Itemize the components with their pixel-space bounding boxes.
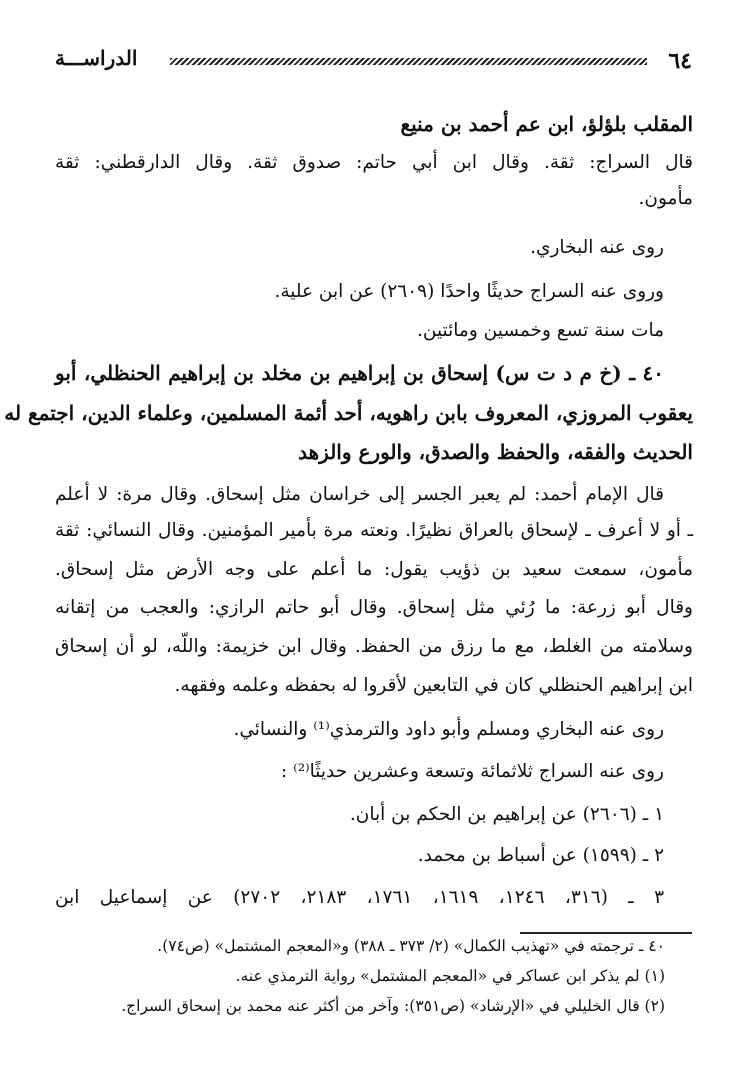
text-line: مأمون. bbox=[638, 188, 693, 209]
list-item: ٣ ـ (٣١٦، ١٢٤٦، ١٦١٩، ١٧٦١، ٢١٨٣، ٢٧٠٢) عن إسماعيل ابن bbox=[55, 887, 664, 908]
text-line: ابن إبراهيم الحنظلي كان في التابعين لأقروا له بحفظه وعلمه وفقهه. bbox=[174, 675, 693, 696]
header-rule bbox=[170, 58, 647, 65]
running-header bbox=[55, 48, 692, 78]
text-line: روى عنه البخاري. bbox=[530, 237, 664, 258]
text-line: قال الإمام أحمد: لم يعبر الجسر إلى خراسان مثل إسحاق. وقال مرة: لا أعلم bbox=[55, 484, 664, 505]
running-title: الدراســـة bbox=[55, 46, 138, 70]
text-line: وقال أبو زرعة: ما رُئي مثل إسحاق. وقال أبو حاتم الرازي: والعجب من إتقانه bbox=[55, 597, 693, 618]
text-line: المقلب بلؤلؤ، ابن عم أحمد بن منيع bbox=[400, 112, 693, 136]
page-number: ٦٤ bbox=[668, 48, 692, 74]
list-item: ٢ ـ (١٥٩٩) عن أسباط بن محمد. bbox=[417, 845, 664, 866]
footnote: ٤٠ ـ ترجمته في «تهذيب الكمال» (٢/ ٣٧٣ ـ ٣٨٨) و«المعجم المشتمل» (ص٧٤). bbox=[157, 937, 665, 955]
text-line: مات سنة تسع وخمسين ومائتين. bbox=[417, 320, 664, 341]
text-line: وسلامته من الغلط، مع ما رزق من الحفظ. وقال ابن خزيمة: واللّه، لو أن إسحاق bbox=[55, 636, 693, 657]
entry-heading-line: الحديث والفقه، والحفظ والصدق، والورع والزهد bbox=[298, 440, 693, 464]
footnote: (٢) قال الخليلي في «الإرشاد» (ص٣٥١): وآخر من أكثر عنه محمد بن إسحاق السراج. bbox=[121, 997, 665, 1015]
footnote-rule bbox=[520, 932, 692, 934]
entry-heading-line: ٤٠ ـ (خ م د ت س) إسحاق بن إبراهيم بن مخلد بن إبراهيم الحنظلي، أبو bbox=[55, 361, 664, 385]
entry-heading-line: يعقوب المروزي، المعروف بابن راهويه، أحد أئمة المسلمين، وعلماء الدين، اجتمع له bbox=[4, 401, 693, 425]
footnote: (١) لم يذكر ابن عساكر في «المعجم المشتمل» رواية الترمذي عنه. bbox=[235, 967, 665, 985]
list-item: ١ ـ (٢٦٠٦) عن إبراهيم بن الحكم بن أبان. bbox=[349, 804, 664, 825]
text-line: وروى عنه السراج حديثًا واحدًا (٢٦٠٩) عن ابن علية. bbox=[274, 281, 664, 302]
text-line: قال السراج: ثقة. وقال ابن أبي حاتم: صدوق ثقة. وقال الدارقطني: ثقة bbox=[55, 152, 693, 173]
text-line: مأمون، سمعت سعيد بن ذؤيب يقول: ما أعلم على وجه الأرض مثل إسحاق. bbox=[55, 559, 693, 580]
text-line: ـ أو لا أعرف ـ لإسحاق بالعراق نظيرًا. ونعته مرة بأمير المؤمنين. وقال النسائي: ثقة bbox=[55, 520, 693, 541]
text-line: روى عنه البخاري ومسلم وأبو داود والترمذي⁽¹⁾ والنسائي. bbox=[233, 719, 664, 740]
text-line: روى عنه السراج ثلاثمائة وتسعة وعشرين حديثًا⁽²⁾ : bbox=[281, 761, 664, 782]
